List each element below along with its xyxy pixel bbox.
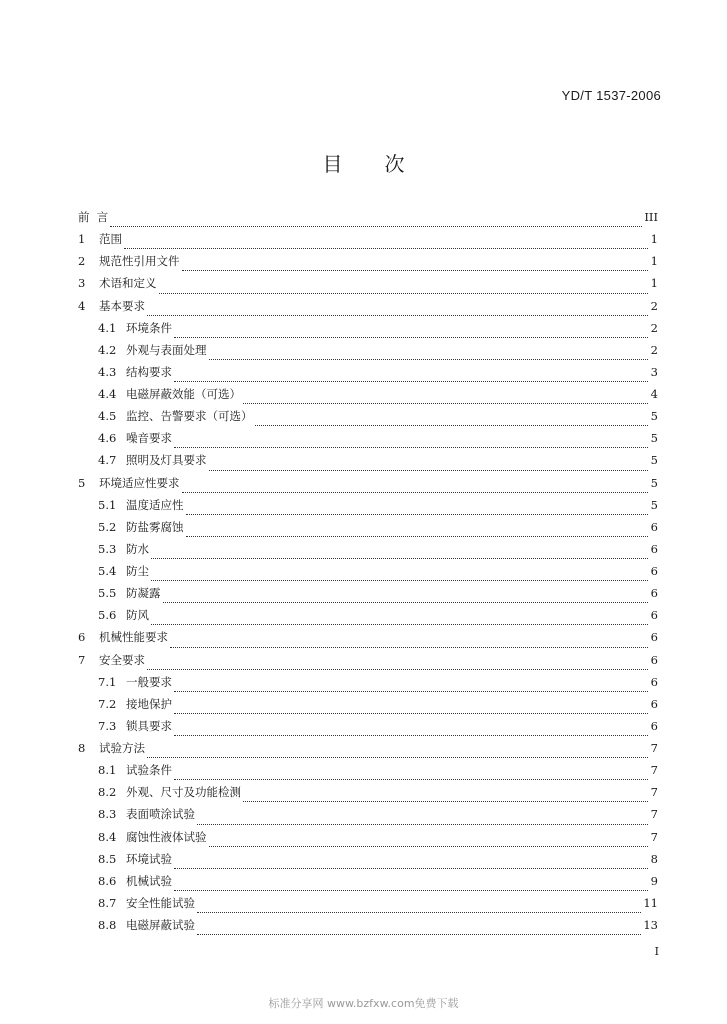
toc-entry-title: 腐蚀性液体试验 — [126, 829, 207, 844]
toc-entry-number: 4 — [78, 298, 86, 313]
dot-leader — [197, 823, 648, 825]
toc-entry-page: 7 — [650, 763, 658, 778]
dot-leader — [209, 469, 649, 471]
toc-entry[interactable] — [78, 851, 658, 873]
toc-entry[interactable] — [78, 408, 658, 430]
toc-entry-page: 6 — [650, 674, 658, 689]
toc-entry-number: 8 — [78, 741, 86, 755]
toc-entry[interactable] — [78, 497, 658, 519]
toc-entry[interactable] — [78, 873, 658, 895]
toc-entry-page: 5 — [650, 409, 658, 424]
toc-entry-number: 7 — [78, 652, 86, 667]
toc-entry[interactable] — [78, 718, 658, 740]
toc-entry-page: 2 — [650, 342, 658, 357]
toc-entry-page: 2 — [650, 320, 658, 335]
toc-entry[interactable] — [78, 917, 658, 939]
toc-entry[interactable] — [78, 740, 658, 762]
toc-entry-page: 5 — [650, 497, 658, 512]
toc-entry-page: 7 — [650, 807, 658, 822]
toc-entry-number: 1 — [78, 232, 86, 247]
toc-entry-title: 温度适应性 — [126, 497, 184, 512]
toc-entry-page: 2 — [650, 298, 658, 313]
toc-entry-page: 6 — [650, 519, 658, 534]
toc-entry-title: 防尘 — [126, 564, 149, 578]
toc-entry-page: 11 — [643, 895, 658, 910]
toc-entry-number: 5.4 — [98, 564, 117, 578]
toc-entry-number: 5.1 — [98, 497, 117, 512]
toc-entry-page: 6 — [650, 608, 658, 623]
toc-entry-title: 结构要求 — [126, 364, 172, 379]
dot-leader — [197, 933, 641, 935]
toc-entry-page: 6 — [650, 652, 658, 667]
dot-leader — [209, 358, 649, 360]
dot-leader — [182, 491, 649, 493]
toc-entry-title: 防凝露 — [126, 586, 161, 601]
toc-entry[interactable] — [78, 607, 658, 629]
standard-code: YD/T 1537-2006 — [561, 88, 661, 103]
toc-entry-number: 4.5 — [98, 409, 117, 424]
toc-entry[interactable] — [78, 895, 658, 917]
toc-entry[interactable] — [78, 452, 658, 474]
toc-entry-page: 6 — [650, 696, 658, 711]
toc-entry-title: 术语和定义 — [99, 276, 157, 291]
toc-entry-number: 4.4 — [98, 387, 117, 401]
dot-leader — [174, 446, 648, 448]
toc-entry[interactable] — [78, 342, 658, 364]
toc-entry-title: 表面喷涂试验 — [126, 807, 195, 822]
dot-leader — [147, 314, 648, 316]
toc-entry-number: 5.6 — [98, 608, 117, 623]
toc-entry-title: 安全要求 — [99, 652, 145, 667]
toc-entry-number: 5 — [78, 475, 86, 490]
toc-entry[interactable] — [78, 253, 658, 275]
toc-entry[interactable] — [78, 806, 658, 828]
toc-entry-number: 3 — [78, 276, 86, 291]
toc-entry-number: 7.3 — [98, 718, 117, 733]
page-number: I — [654, 945, 659, 958]
toc-entry[interactable] — [78, 563, 658, 585]
toc-entry-title: 噪音要求 — [126, 431, 172, 446]
dot-leader — [147, 668, 648, 670]
toc-entry[interactable] — [78, 674, 658, 696]
dot-leader — [124, 247, 648, 249]
toc-entry[interactable] — [78, 541, 658, 563]
toc-entry-page: 5 — [650, 475, 658, 490]
toc-entry-page: 1 — [650, 232, 658, 247]
toc-entry-number: 6 — [78, 630, 86, 645]
watermark: 标准分享网 www.bzfxw.com免费下载 — [268, 997, 459, 1010]
dot-leader — [186, 535, 649, 537]
toc-entry[interactable] — [78, 320, 658, 342]
toc-entry-page: 5 — [650, 431, 658, 446]
toc-entry[interactable] — [78, 298, 658, 320]
toc-entry-number: 5.3 — [98, 541, 117, 556]
toc-entry[interactable] — [78, 475, 658, 497]
toc-entry-title: 外观、尺寸及功能检测 — [126, 785, 241, 800]
toc-entry-number: 7.1 — [98, 674, 117, 689]
dot-leader — [186, 513, 649, 515]
dot-leader — [151, 579, 648, 581]
dot-leader — [174, 712, 648, 714]
dot-leader — [174, 380, 648, 382]
toc-entry-title: 机械试验 — [126, 873, 172, 888]
dot-leader — [209, 845, 649, 847]
dot-leader — [151, 557, 648, 559]
toc-entry-number: 4.2 — [98, 342, 117, 357]
toc-entry-title: 环境条件 — [126, 320, 172, 335]
dot-leader — [197, 911, 641, 913]
toc-entry-number: 5.5 — [98, 586, 117, 601]
toc-entry[interactable] — [78, 629, 658, 651]
toc-entry[interactable] — [78, 829, 658, 851]
toc-entry-number: 2 — [78, 254, 86, 269]
toc-entry-number: 5.2 — [98, 519, 117, 534]
toc-entry[interactable] — [78, 231, 658, 253]
toc-entry-title: 防盐雾腐蚀 — [126, 519, 184, 534]
toc-entry-title: 接地保护 — [126, 696, 172, 711]
toc-entry[interactable] — [78, 275, 658, 297]
toc-entry-page: 7 — [650, 785, 658, 800]
toc-entry[interactable] — [78, 652, 658, 674]
toc-entry-title: 照明及灯具要求 — [126, 453, 207, 468]
dot-leader — [110, 225, 642, 227]
dot-leader — [243, 402, 648, 404]
toc-entry-page: 8 — [650, 851, 658, 866]
toc-entry-page: 6 — [650, 630, 658, 645]
toc-entry-title: 机械性能要求 — [99, 630, 168, 645]
toc-entry-page: 6 — [650, 564, 658, 578]
toc-entry-page: 1 — [650, 254, 658, 269]
dot-leader — [182, 269, 649, 271]
toc-entry-number: 4.7 — [98, 453, 117, 468]
toc-entry-number: 8.6 — [98, 873, 117, 888]
toc-entry-title: 基本要求 — [99, 298, 145, 313]
toc-entry-page: III — [644, 210, 658, 224]
toc-entry-title: 防风 — [126, 608, 149, 623]
toc-entry[interactable] — [78, 364, 658, 386]
toc-entry[interactable] — [78, 696, 658, 718]
toc-entry-number: 8.5 — [98, 851, 117, 866]
toc-entry-number: 8.7 — [98, 895, 117, 910]
dot-leader — [255, 424, 649, 426]
dot-leader — [147, 756, 648, 758]
toc-entry-title: 安全性能试验 — [126, 895, 195, 910]
toc-entry-title: 监控、告警要求（可选） — [126, 409, 253, 424]
page-title: 目次 — [322, 152, 447, 176]
table-of-contents — [78, 209, 658, 939]
toc-entry[interactable] — [78, 585, 658, 607]
dot-leader — [174, 336, 648, 338]
toc-entry-title: 规范性引用文件 — [99, 254, 180, 269]
toc-entry-page: 5 — [650, 453, 658, 468]
toc-entry[interactable] — [78, 762, 658, 784]
toc-entry-title: 电磁屏蔽试验 — [126, 918, 195, 932]
dot-leader — [174, 690, 648, 692]
dot-leader — [159, 292, 649, 294]
toc-entry-page: 13 — [643, 918, 658, 932]
toc-entry-number: 4.1 — [98, 320, 117, 335]
toc-entry-number: 前 言 — [78, 210, 109, 224]
toc-entry-number: 8.8 — [98, 918, 117, 932]
toc-entry-page: 7 — [650, 741, 658, 755]
dot-leader — [170, 646, 648, 648]
toc-entry[interactable] — [78, 430, 658, 452]
toc-entry-page: 6 — [650, 586, 658, 601]
toc-entry-title: 试验方法 — [99, 741, 145, 755]
toc-entry-title: 环境适应性要求 — [99, 475, 180, 490]
toc-entry-page: 1 — [650, 276, 658, 291]
toc-entry-page: 9 — [650, 873, 658, 888]
toc-entry-title: 防水 — [126, 541, 149, 556]
toc-entry-title: 锁具要求 — [126, 718, 172, 733]
dot-leader — [163, 601, 649, 603]
toc-entry[interactable] — [78, 519, 658, 541]
toc-entry-number: 8.4 — [98, 829, 117, 844]
toc-entry-number: 4.6 — [98, 431, 117, 446]
toc-entry-number: 8.3 — [98, 807, 117, 822]
toc-entry-page: 6 — [650, 718, 658, 733]
dot-leader — [174, 734, 648, 736]
toc-entry[interactable] — [78, 386, 658, 408]
toc-entry-number: 4.3 — [98, 364, 117, 379]
toc-entry-number: 7.2 — [98, 696, 117, 711]
toc-entry-title: 试验条件 — [126, 763, 172, 778]
dot-leader — [174, 867, 648, 869]
toc-entry-page: 4 — [650, 387, 658, 401]
toc-entry-page: 6 — [650, 541, 658, 556]
toc-entry-title: 环境试验 — [126, 851, 172, 866]
toc-entry-number: 8.2 — [98, 785, 117, 800]
toc-entry-page: 7 — [650, 829, 658, 844]
dot-leader — [174, 889, 648, 891]
dot-leader — [174, 778, 648, 780]
dot-leader — [243, 800, 648, 802]
toc-entry-page: 3 — [650, 364, 658, 379]
dot-leader — [151, 623, 648, 625]
toc-entry-title: 外观与表面处理 — [126, 342, 207, 357]
toc-entry[interactable] — [78, 784, 658, 806]
toc-entry[interactable] — [78, 209, 658, 231]
toc-entry-title: 一般要求 — [126, 674, 172, 689]
toc-entry-number: 8.1 — [98, 763, 117, 778]
toc-entry-title: 电磁屏蔽效能（可选） — [126, 387, 241, 401]
toc-entry-title: 范围 — [99, 232, 122, 247]
